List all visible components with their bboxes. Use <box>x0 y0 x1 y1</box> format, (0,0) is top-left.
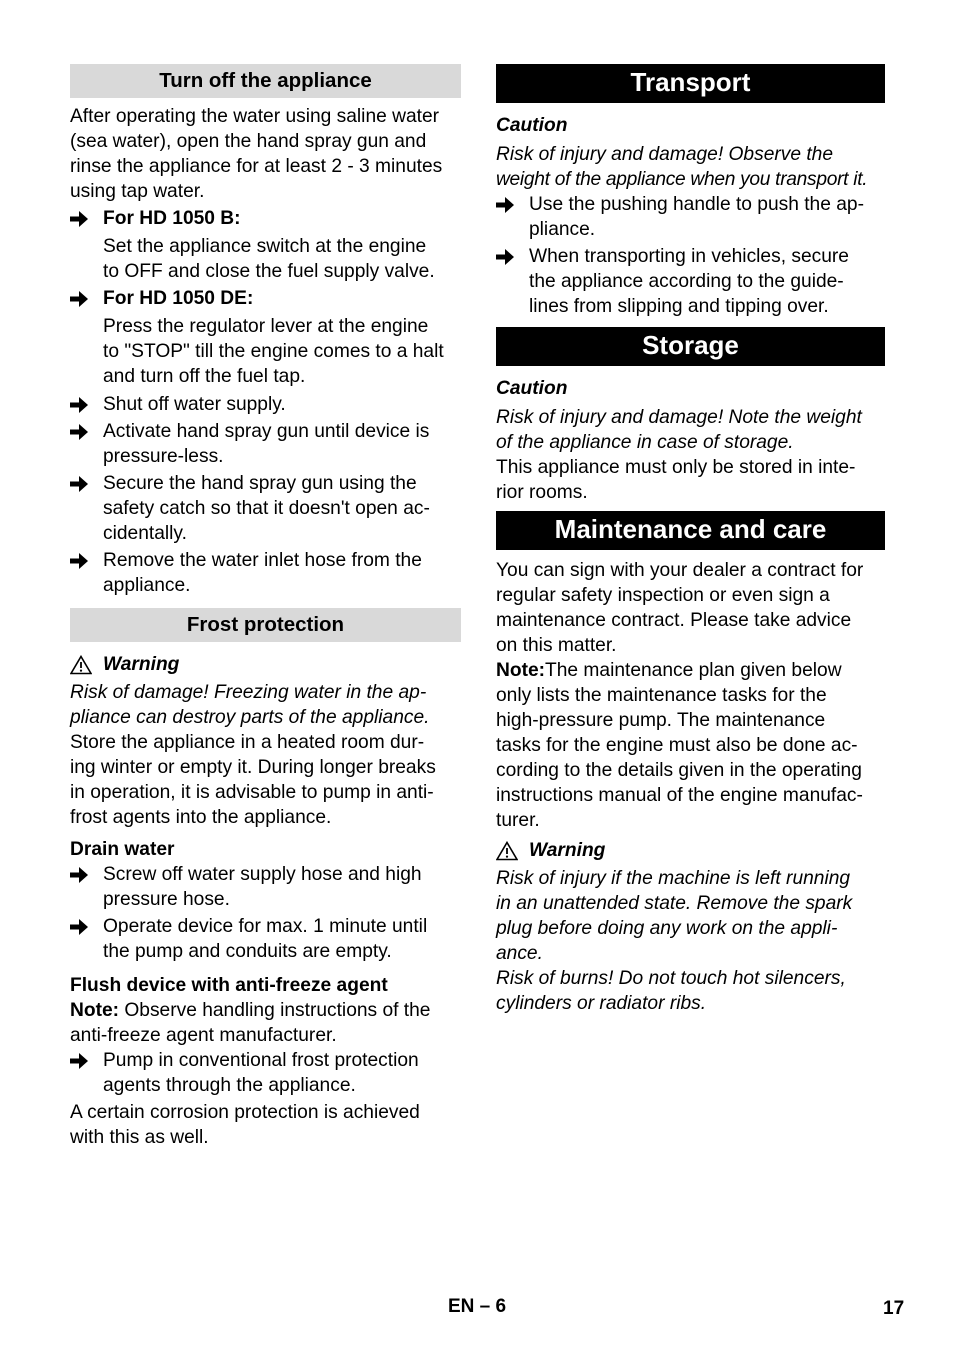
text-line: on this matter. <box>496 635 617 656</box>
heading-turn-off-appliance: Turn off the appliance <box>70 64 461 98</box>
text-line: instructions manual of the engine manufac- <box>496 785 863 806</box>
warning-label-text: Warning <box>529 840 606 861</box>
arrow-right-icon <box>70 419 92 444</box>
maintenance-warning-label <box>496 838 885 863</box>
warning-triangle-icon <box>70 655 92 675</box>
text-line: Shut off water supply. <box>103 394 286 415</box>
note-label: Note: <box>70 1000 120 1021</box>
turn-off-intro <box>70 104 461 204</box>
storage-caution-label: Caution <box>496 378 568 399</box>
text-line: Set the appliance switch at the engine <box>103 236 427 257</box>
transport-caution-label: Caution <box>496 115 568 136</box>
text-line: weight of the appliance when you transport it. <box>496 169 868 190</box>
text-line: ing winter or empty it. During longer breaks <box>70 757 436 778</box>
text-line: Use the pushing handle to push the ap- <box>529 194 864 215</box>
text-line: A certain corrosion protection is achieved <box>70 1102 420 1123</box>
text-line: using tap water. <box>70 181 205 202</box>
right-column <box>496 64 885 1016</box>
hd-1050-b-title: For HD 1050 B: <box>103 208 241 229</box>
text-line: Risk of injury and damage! Note the weight <box>496 407 862 428</box>
text-line: Risk of damage! Freezing water in the ap- <box>70 682 427 703</box>
maintenance-warning-text <box>496 866 885 1016</box>
frost-warning-label <box>70 652 461 677</box>
frost-body <box>70 730 461 830</box>
warning-label-text: Warning <box>103 654 180 675</box>
text-line: After operating the water using saline water <box>70 106 440 127</box>
left-column <box>70 64 461 1150</box>
text-line: Operate device for max. 1 minute until <box>103 916 428 937</box>
text-line: Store the appliance in a heated room dur- <box>70 732 425 753</box>
text-line: cidentally. <box>103 523 187 544</box>
text-line: pliance can destroy parts of the appliance. <box>70 707 430 728</box>
arrow-right-icon <box>70 392 92 417</box>
list-item <box>70 392 461 417</box>
text-line: in an unattended state. Remove the spark <box>496 893 853 914</box>
footer-section-page: EN – 6 <box>448 1296 507 1317</box>
text-line: ance. <box>496 943 543 964</box>
text-line: cylinders or radiator ribs. <box>496 993 707 1014</box>
text-line: turer. <box>496 810 540 831</box>
text-line: to OFF and close the fuel supply valve. <box>103 261 435 282</box>
arrow-right-icon <box>70 206 92 231</box>
maintenance-intro <box>496 558 885 658</box>
text-line: appliance. <box>103 575 191 596</box>
list-item-hd-1050-de <box>70 286 461 311</box>
text-line: of the appliance in case of storage. <box>496 432 794 453</box>
arrow-right-icon <box>70 1048 92 1073</box>
footer-page-number: 17 <box>883 1298 905 1319</box>
heading-maintenance-and-care: Maintenance and care <box>496 511 885 550</box>
text-line: cording to the details given in the operating <box>496 760 862 781</box>
frost-warning-text <box>70 680 461 730</box>
maintenance-note <box>496 658 885 833</box>
text-line: high-pressure pump. The maintenance <box>496 710 826 731</box>
text-line: and turn off the fuel tap. <box>103 366 306 387</box>
text-line: maintenance contract. Please take advice <box>496 610 852 631</box>
heading-storage: Storage <box>496 327 885 366</box>
text-span: Observe handling instructions of the <box>119 1000 431 1021</box>
arrow-right-icon <box>70 471 92 496</box>
text-line: in operation, it is advisable to pump in anti- <box>70 782 434 803</box>
arrow-right-icon <box>496 244 518 269</box>
list-item <box>70 471 461 546</box>
text-line: lines from slipping and tipping over. <box>529 296 829 317</box>
text-line: with this as well. <box>70 1127 209 1148</box>
drain-water-title: Drain water <box>70 839 175 860</box>
hd-1050-de-title: For HD 1050 DE: <box>103 288 254 309</box>
list-item-hd-1050-b <box>70 206 461 231</box>
list-item <box>496 244 885 319</box>
arrow-right-icon <box>70 862 92 887</box>
text-line: Screw off water supply hose and high <box>103 864 422 885</box>
storage-caution-text <box>496 405 885 455</box>
hd-1050-b-text <box>70 234 461 284</box>
list-item <box>70 1048 461 1098</box>
text-line: the pump and conduits are empty. <box>103 941 392 962</box>
text-line: Risk of burns! Do not touch hot silencers, <box>496 968 846 989</box>
text-line: pressure-less. <box>103 446 224 467</box>
text-line: tasks for the engine must also be done ac- <box>496 735 858 756</box>
arrow-right-icon <box>70 286 92 311</box>
list-item <box>70 914 461 964</box>
text-line: pressure hose. <box>103 889 230 910</box>
text-line: (sea water), open the hand spray gun and <box>70 131 427 152</box>
storage-body <box>496 455 885 505</box>
text-line: the appliance according to the guide- <box>529 271 844 292</box>
list-item <box>70 548 461 598</box>
text-line: to "STOP" till the engine comes to a halt <box>103 341 444 362</box>
frost-outro <box>70 1100 461 1150</box>
hd-1050-de-text <box>70 314 461 389</box>
text-line: only lists the maintenance tasks for the <box>496 685 827 706</box>
text-line: Pump in conventional frost protection <box>103 1050 419 1071</box>
text-line: rinse the appliance for at least 2 - 3 minutes <box>70 156 443 177</box>
flush-device-title: Flush device with anti-freeze agent <box>70 975 388 996</box>
text-line: safety catch so that it doesn't open ac- <box>103 498 430 519</box>
text-line: agents through the appliance. <box>103 1075 356 1096</box>
note-label: Note: <box>496 660 546 681</box>
flush-note-line <box>70 998 461 1023</box>
text-line: pliance. <box>529 219 596 240</box>
text-line: frost agents into the appliance. <box>70 807 332 828</box>
list-item <box>70 862 461 912</box>
list-item <box>70 419 461 469</box>
text-line: anti-freeze agent manufacturer. <box>70 1025 337 1046</box>
heading-frost-protection: Frost protection <box>70 608 461 642</box>
text-line: plug before doing any work on the appli- <box>496 918 838 939</box>
arrow-right-icon <box>496 192 518 217</box>
text-line: Press the regulator lever at the engine <box>103 316 429 337</box>
text-line: You can sign with your dealer a contract for <box>496 560 864 581</box>
text-line: Secure the hand spray gun using the <box>103 473 417 494</box>
arrow-right-icon <box>70 548 92 573</box>
arrow-right-icon <box>70 914 92 939</box>
text-line: Remove the water inlet hose from the <box>103 550 422 571</box>
text-line: rior rooms. <box>496 482 588 503</box>
text-span: The maintenance plan given below <box>545 660 842 681</box>
text-line: When transporting in vehicles, secure <box>529 246 849 267</box>
heading-transport: Transport <box>496 64 885 103</box>
text-line: Risk of injury and damage! Observe the <box>496 144 834 165</box>
text-line: Risk of injury if the machine is left running <box>496 868 851 889</box>
text-line: regular safety inspection or even sign a <box>496 585 830 606</box>
warning-triangle-icon <box>496 841 518 861</box>
transport-caution-text <box>496 142 885 192</box>
list-item <box>496 192 885 242</box>
text-line: Activate hand spray gun until device is <box>103 421 430 442</box>
maintenance-note-line <box>496 658 885 683</box>
text-line: This appliance must only be stored in inte- <box>496 457 856 478</box>
